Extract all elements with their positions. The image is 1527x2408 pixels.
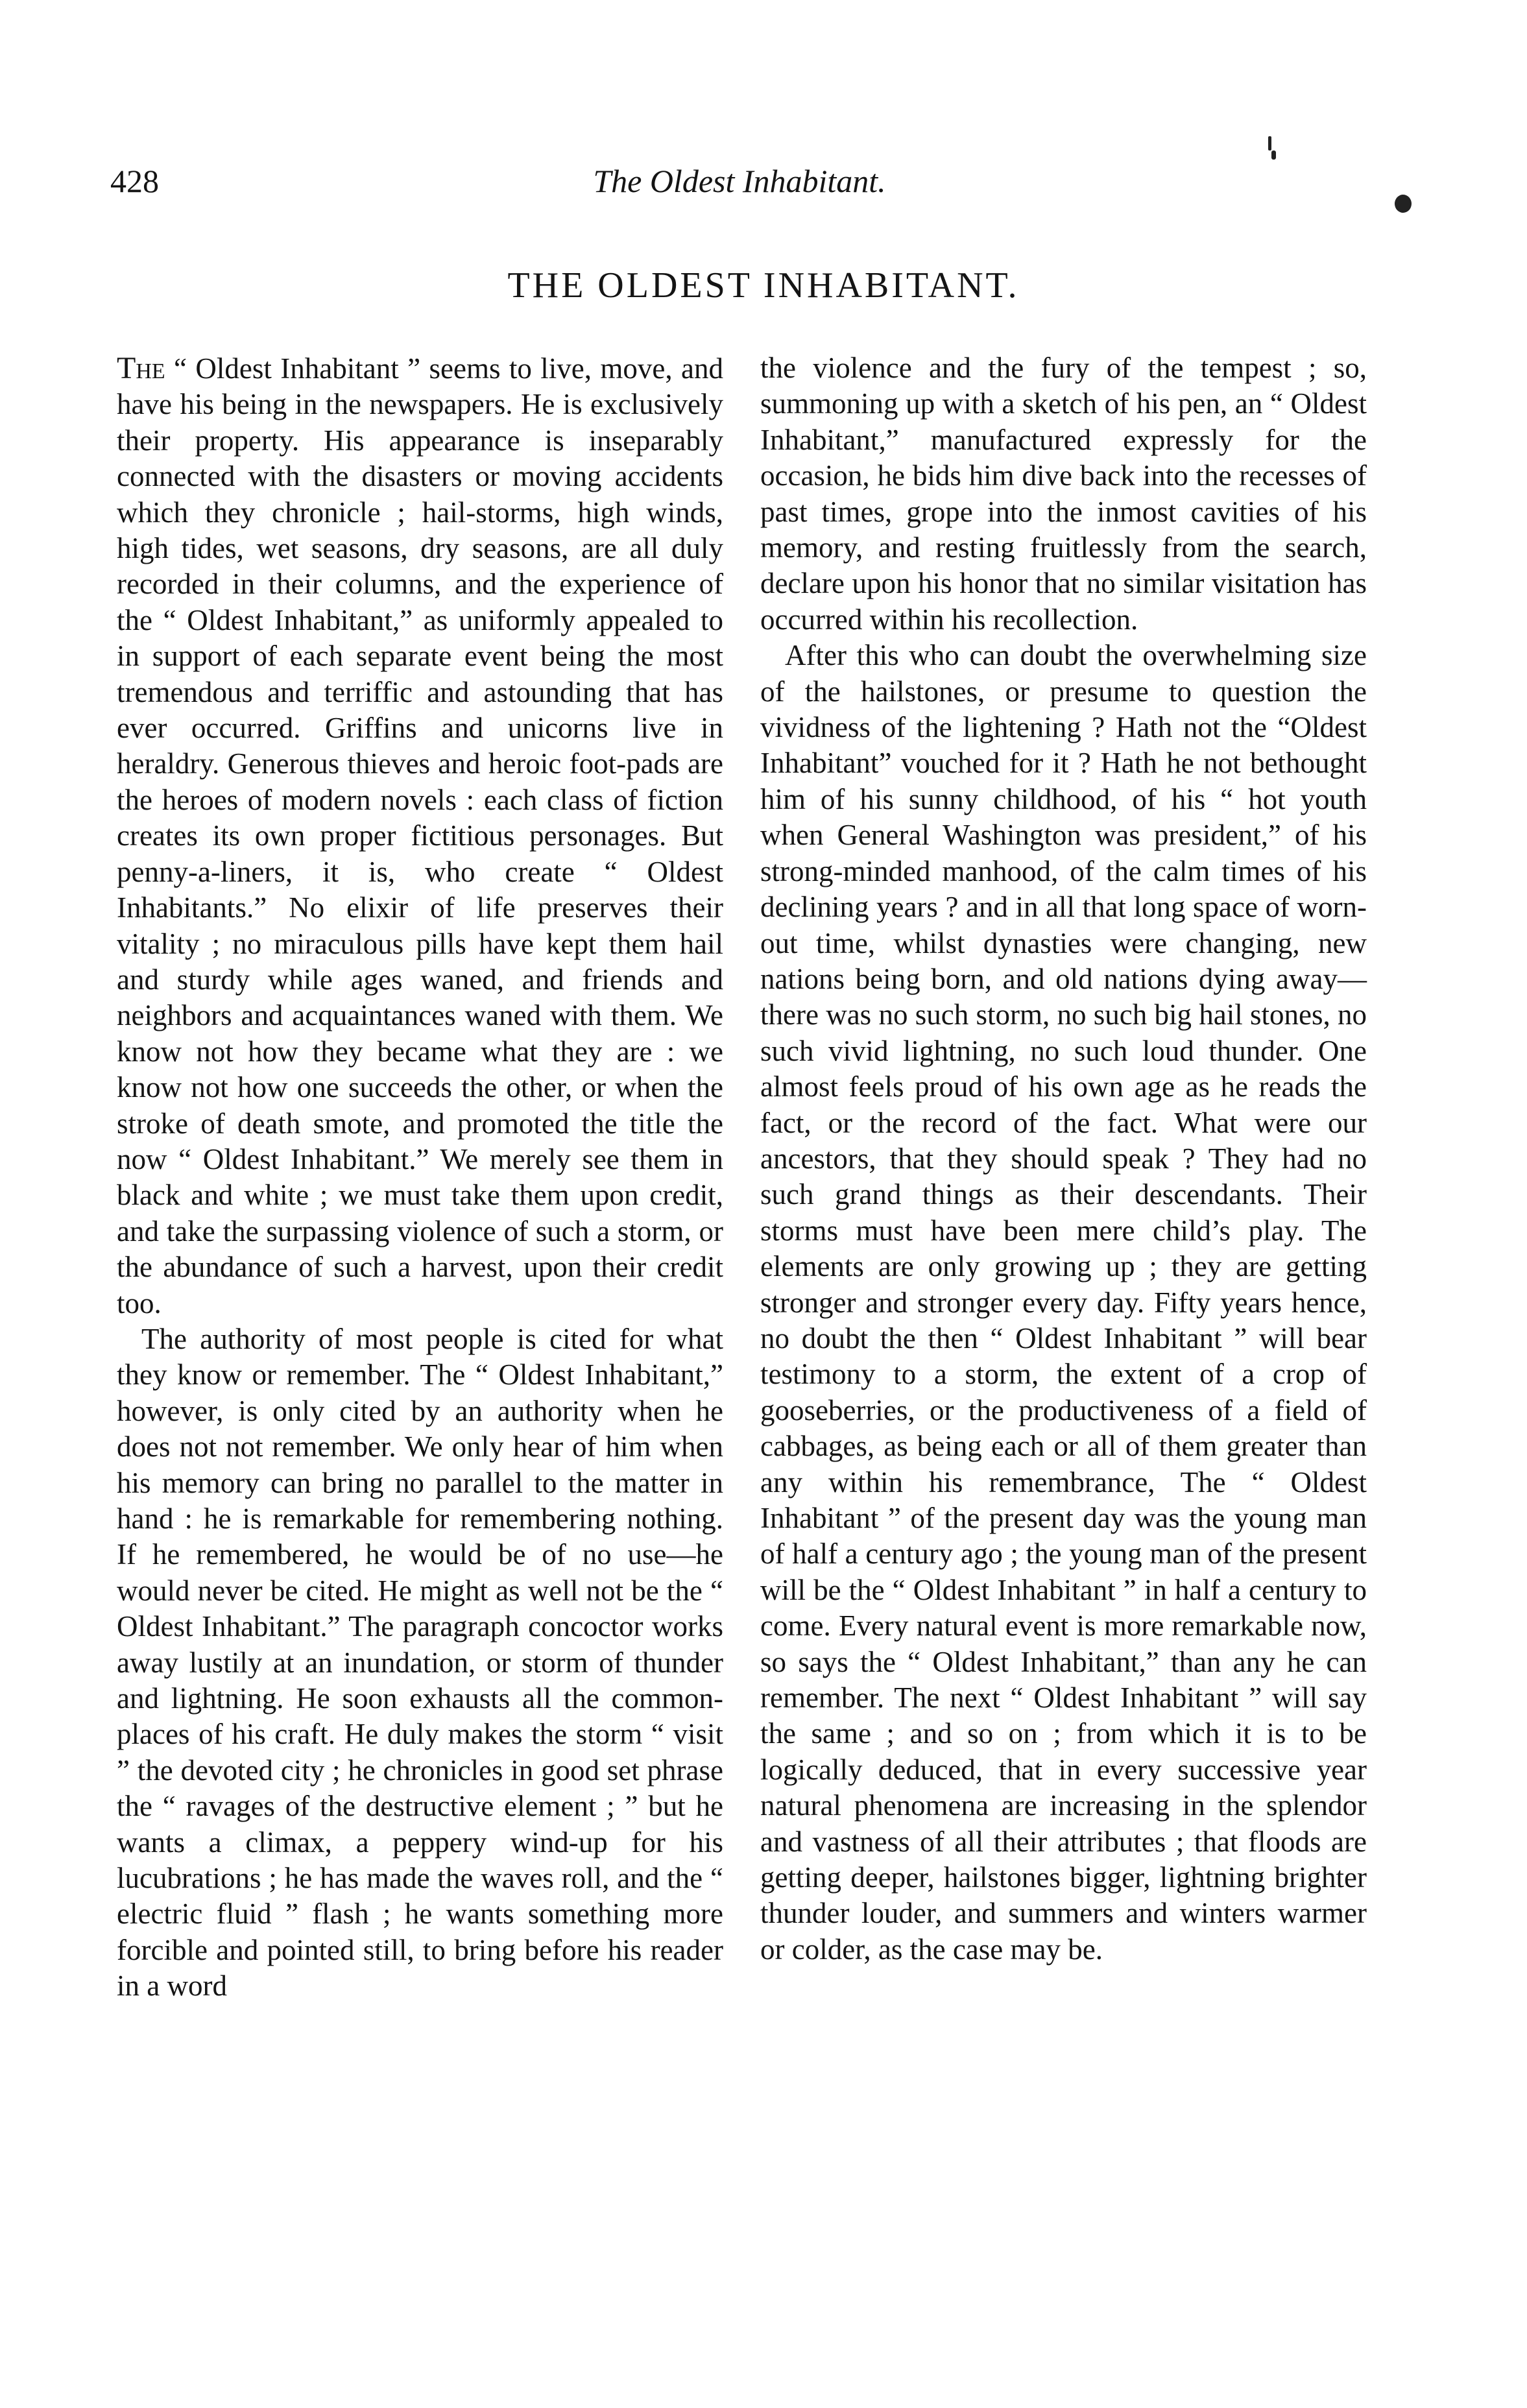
page-number: 428: [110, 163, 159, 199]
running-title: The Oldest Inhabitant.: [593, 163, 886, 199]
running-head: [110, 158, 1369, 204]
paragraph-1-text: “ Oldest Inhabitant ” seems to live, move, and have his being in the newspapers. He is exclusively their property. His appearance is inseparably connected with the disasters or moving accidents which they chronicle ; hail-storms, high winds, high tides, wet seasons, dry seasons, are all duly recorded in their columns, and the experience of the “ Oldest Inhabitant,” as uniformly appealed to in support of each separate event being the most tremendous and terriffic and astounding that has ever occurred. Griffins and unicorns live in heraldry. Generous thieves and heroic foot-pads are the heroes of modern novels : each class of fiction creates its own proper fictitious personages. But penny-a-liners, it is, who create “ Oldest Inhabitants.” No elixir of life preserves their vitality ; no miraculous pills have kept them hail and sturdy while ages waned, and friends and neighbors and acquaintances waned with them. We know not how they became what they are : we know not how one succeeds the other, or when the stroke of death smote, and promoted the title the now “ Oldest Inhabitant.” We merely see them in black and white ; we must take them upon credit, and take the surpassing violence of such a storm, or the abundance of such a harvest, upon their credit too.: [117, 352, 723, 1319]
paragraph-3: After this who can doubt the overwhelming size of the hailstones, or presume to question the vividness of the lightening ? Hath not the “Oldest Inhabitant” vouched for it ? Hath he not bethought him of his sunny childhood, of his “ hot youth when General Washington was president,” of his strong-minded manhood, of the calm times of his declining years ? and in all that long space of worn-out time, whilst dynasties were changing, new nations being born, and old nations dying away—there was no such storm, no such big hail stones, no such vivid lightning, no such loud thunder. One almost feels proud of his own age as he reads the fact, or the record of the fact. What were our ancestors, that they should speak ? They had no such grand things as their descendants. Their storms must have been mere child’s play. The elements are only growing up ; they are getting stronger and stronger every day. Fifty years hence, no doubt the then “ Oldest Inhabitant ” will bear testimony to a storm, the extent of a crop of gooseberries, or the productiveness of a field of cabbages, as being each or all of them greater than any within his remembrance, The “ Oldest Inhabitant ” of the present day was the young man of half a century ago ; the young man of the present will be the “ Oldest Inhabitant ” in half a century to come. Every natural event is more remarkable now, so says the “ Oldest Inhabitant,” than any he can remember. The next “ Oldest Inhabitant ” will say the same ; and so on ; from which it is to be logically deduced, that in every successive year natural phenomena are increasing in the splendor and vastness of all their attributes ; that floods are getting deeper, hailstones bigger, lightning brighter thunder louder, and summers and winters warmer or colder, as the case may be.: [760, 639, 1367, 1966]
article-title: THE OLDEST INHABITANT.: [507, 265, 1020, 306]
paragraph-2-continued: the violence and the fury of the tempest ; so, summoning up with a sketch of his pen, an “ Oldest Inhabitant,” manufactured expressly for the occasion, he bids him dive back into the recesses of past times, grope into the inmost cavities of his memory, and resting fruitlessly from the search, declare upon his honor that no similar visitation has occurred within his recollection.: [760, 352, 1367, 636]
ink-speck: [1271, 150, 1276, 160]
ink-speck: [1395, 195, 1412, 213]
paragraph-2: The authority of most people is cited for what they know or remember. The “ Oldest Inhabitant,” however, is only cited by an authority when he does not not remember. We only hear of him when his memory can bring no parallel to the matter in hand : he is remarkable for remembering nothing. If he remembered, he would be of no use—he would never be cited. He might as well not be the “ Oldest Inhabitant.” The paragraph concoctor works away lustily at an inundation, or storm of thunder and lightning. He soon exhausts all the common-places of his craft. He duly makes the storm “ visit ” the devoted city ; he chronicles in good set phrase the “ ravages of the destructive element ; ” but he wants a climax, a peppery wind-up for his lucubrations ; he has made the waves roll, and the “ electric fluid ” flash ; he wants something more forcible and pointed still, to bring before his reader in a word: [117, 1322, 723, 2003]
paragraph-1: [117, 350, 723, 1321]
left-column: [117, 350, 723, 2005]
ink-speck: [1268, 136, 1271, 150]
lead-word: The: [117, 351, 165, 385]
right-column: [760, 350, 1367, 1968]
